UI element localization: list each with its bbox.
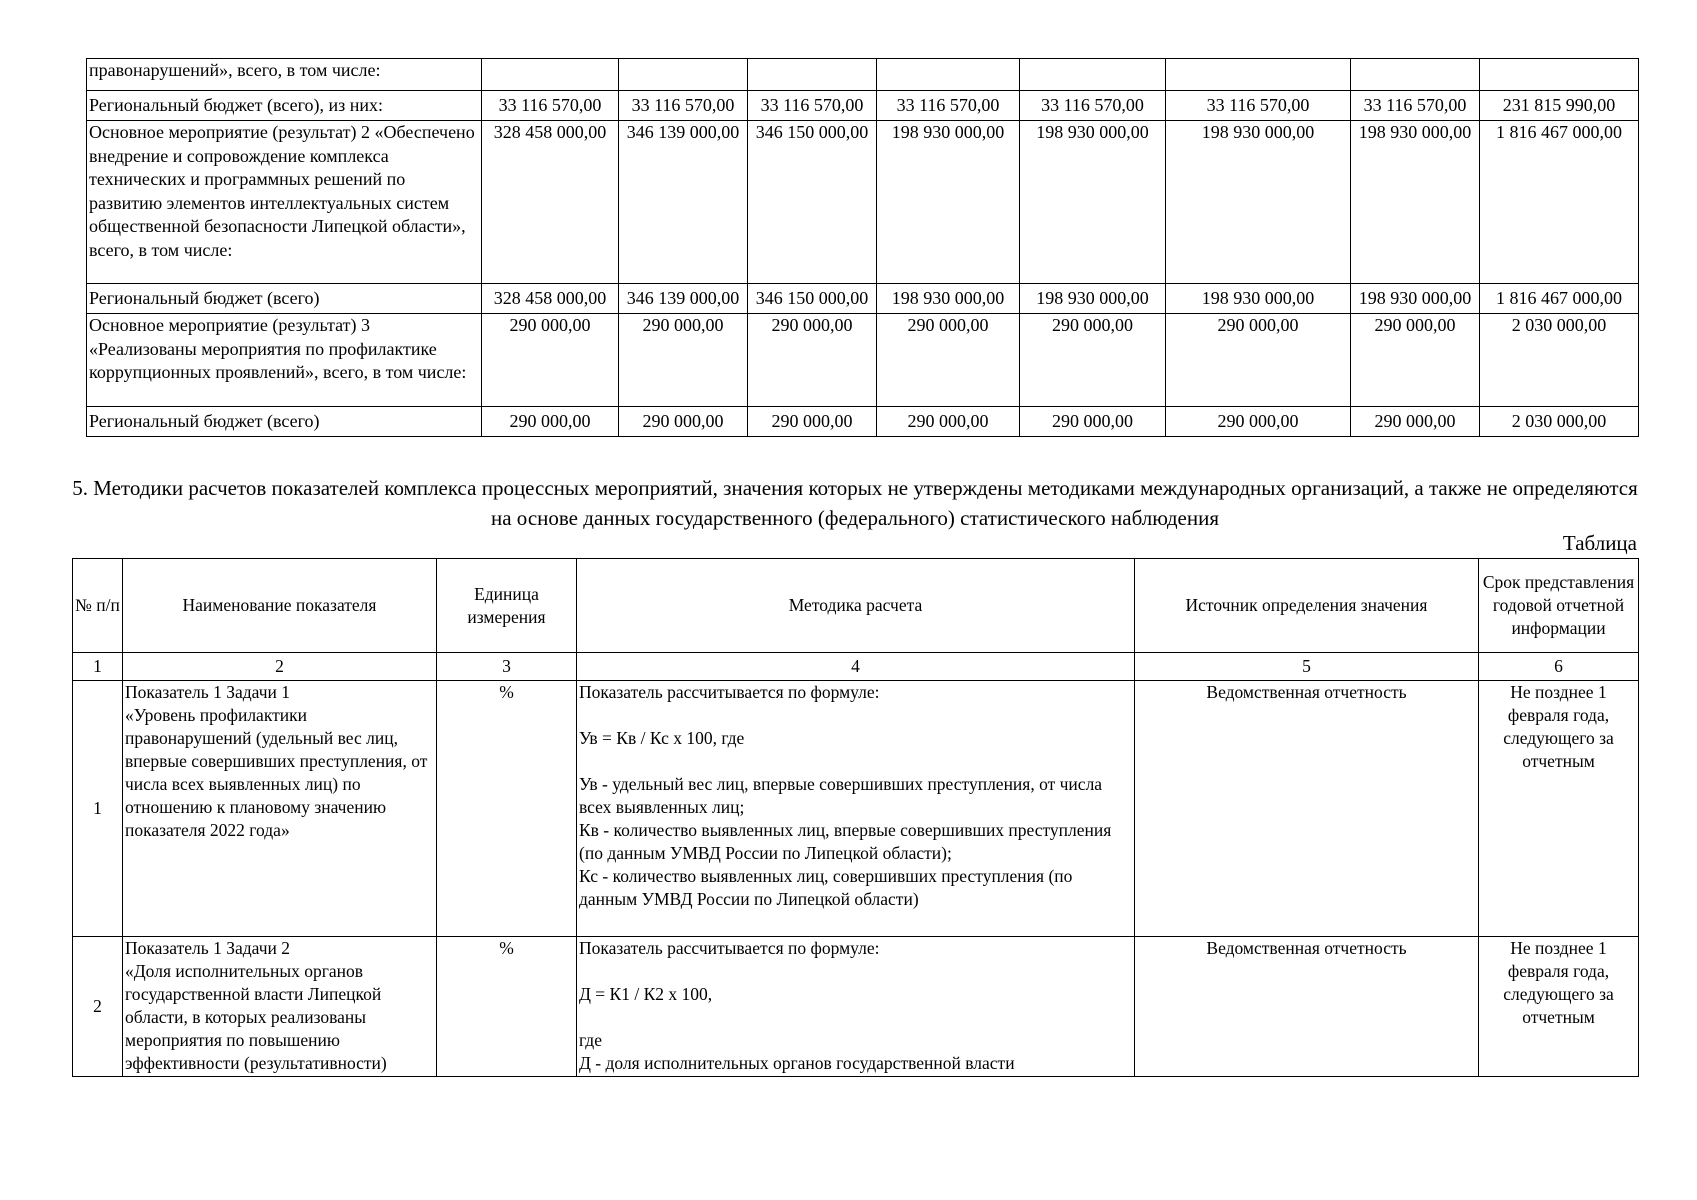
column-number-row	[73, 653, 1639, 681]
total-cell: 1 816 467 000,00	[1480, 284, 1639, 314]
deadline: Не позднее 1 февраля года, следующего за отчетным	[1479, 681, 1639, 937]
value-cell: 33 116 570,00	[482, 91, 619, 121]
total-cell: 2 030 000,00	[1480, 407, 1639, 437]
value-cell	[1166, 59, 1351, 91]
value-cell: 290 000,00	[748, 314, 877, 407]
value-cell: 346 150 000,00	[748, 284, 877, 314]
value-cell: 290 000,00	[1351, 314, 1480, 407]
section-title: 5. Методики расчетов показателей комплекса процессных мероприятий, значения которых не утверждены методиками международных организаций, а также не определяются на основе данных государственного (федерального) статистического наблюдения	[72, 476, 1638, 530]
value-cell	[619, 59, 748, 91]
header-num: № п/п	[73, 559, 123, 653]
budget-row	[87, 121, 1639, 284]
row-label: Региональный бюджет (всего), из них:	[87, 91, 482, 121]
budget-row	[87, 91, 1639, 121]
row-label: Региональный бюджет (всего)	[87, 284, 482, 314]
budget-row	[87, 59, 1639, 91]
row-label: правонарушений», всего, в том числе:	[87, 59, 482, 91]
value-cell	[482, 59, 619, 91]
value-cell: 198 930 000,00	[1351, 121, 1480, 284]
value-cell: 198 930 000,00	[1166, 121, 1351, 284]
total-cell: 231 815 990,00	[1480, 91, 1639, 121]
value-cell: 198 930 000,00	[1351, 284, 1480, 314]
row-label: Региональный бюджет (всего)	[87, 407, 482, 437]
deadline: Не позднее 1 февраля года, следующего за отчетным	[1479, 937, 1639, 1077]
column-number: 1	[73, 653, 123, 681]
method: Показатель рассчитывается по формуле: Д = К1 / К2 х 100, где Д - доля исполнительных органов государственной власти	[577, 937, 1135, 1077]
unit: %	[437, 937, 577, 1077]
total-cell: 1 816 467 000,00	[1480, 121, 1639, 284]
row-number: 2	[73, 937, 123, 1077]
header-source: Источник определения значения	[1135, 559, 1479, 653]
value-cell: 290 000,00	[1166, 314, 1351, 407]
budget-row	[87, 314, 1639, 407]
value-cell: 290 000,00	[482, 407, 619, 437]
value-cell: 346 139 000,00	[619, 284, 748, 314]
value-cell: 290 000,00	[619, 407, 748, 437]
value-cell: 290 000,00	[877, 314, 1020, 407]
value-cell: 290 000,00	[1166, 407, 1351, 437]
value-cell: 328 458 000,00	[482, 284, 619, 314]
value-cell: 33 116 570,00	[1351, 91, 1480, 121]
value-cell: 346 150 000,00	[748, 121, 877, 284]
value-cell: 290 000,00	[748, 407, 877, 437]
column-number: 3	[437, 653, 577, 681]
value-cell: 33 116 570,00	[1020, 91, 1166, 121]
method: Показатель рассчитывается по формуле: Ув = Кв / Кс х 100, где Ув - удельный вес лиц, впервые совершивших преступления, от числа всех выявленных лиц; Кв - количество выявленных лиц, впервые совершивших преступления (по данным УМВД России по Липецкой области); Кс - количество выявленных лиц, совершивших преступления (по данным УМВД России по Липецкой области)	[577, 681, 1135, 937]
value-cell: 198 930 000,00	[877, 284, 1020, 314]
row-number: 1	[73, 681, 123, 937]
table-row	[73, 681, 1639, 937]
value-cell: 33 116 570,00	[748, 91, 877, 121]
table-row	[73, 937, 1639, 1077]
row-label: Основное мероприятие (результат) 2 «Обеспечено внедрение и сопровождение комплекса технических и программных решений по развитию элементов интеллектуальных систем общественной безопасности Липецкой области», всего, в том числе:	[87, 121, 482, 284]
total-cell: 2 030 000,00	[1480, 314, 1639, 407]
budget-row	[87, 284, 1639, 314]
header-row	[73, 559, 1639, 653]
unit: %	[437, 681, 577, 937]
value-cell: 198 930 000,00	[1020, 121, 1166, 284]
column-number: 2	[123, 653, 437, 681]
indicator-name: Показатель 1 Задачи 2 «Доля исполнительных органов государственной власти Липецкой области, в которых реализованы мероприятия по повышению эффективности (результативности)	[123, 937, 437, 1077]
source: Ведомственная отчетность	[1135, 937, 1479, 1077]
methods-table	[72, 558, 1639, 1077]
value-cell: 346 139 000,00	[619, 121, 748, 284]
value-cell: 328 458 000,00	[482, 121, 619, 284]
value-cell: 290 000,00	[482, 314, 619, 407]
value-cell: 198 930 000,00	[877, 121, 1020, 284]
value-cell: 198 930 000,00	[1166, 284, 1351, 314]
column-number: 6	[1479, 653, 1639, 681]
row-label: Основное мероприятие (результат) 3 «Реализованы мероприятия по профилактике коррупционных проявлений», всего, в том числе:	[87, 314, 482, 407]
budget-row	[87, 407, 1639, 437]
header-deadline: Срок представления годовой отчетной информации	[1479, 559, 1639, 653]
value-cell: 290 000,00	[1351, 407, 1480, 437]
value-cell: 198 930 000,00	[1020, 284, 1166, 314]
value-cell: 33 116 570,00	[619, 91, 748, 121]
value-cell	[1351, 59, 1480, 91]
value-cell: 290 000,00	[877, 407, 1020, 437]
column-number: 4	[577, 653, 1135, 681]
value-cell: 290 000,00	[1020, 314, 1166, 407]
value-cell	[748, 59, 877, 91]
source: Ведомственная отчетность	[1135, 681, 1479, 937]
value-cell	[1020, 59, 1166, 91]
header-unit: Единица измерения	[437, 559, 577, 653]
total-cell	[1480, 59, 1639, 91]
value-cell: 290 000,00	[1020, 407, 1166, 437]
column-number: 5	[1135, 653, 1479, 681]
value-cell: 290 000,00	[619, 314, 748, 407]
value-cell	[877, 59, 1020, 91]
header-method: Методика расчета	[577, 559, 1135, 653]
header-name: Наименование показателя	[123, 559, 437, 653]
budget-table	[86, 58, 1639, 437]
table-label: Таблица	[1562, 531, 1637, 555]
value-cell: 33 116 570,00	[877, 91, 1020, 121]
value-cell: 33 116 570,00	[1166, 91, 1351, 121]
indicator-name: Показатель 1 Задачи 1 «Уровень профилактики правонарушений (удельный вес лиц, впервые совершивших преступления, от числа всех выявленных лиц) по отношению к плановому значению показателя 2022 года»	[123, 681, 437, 937]
